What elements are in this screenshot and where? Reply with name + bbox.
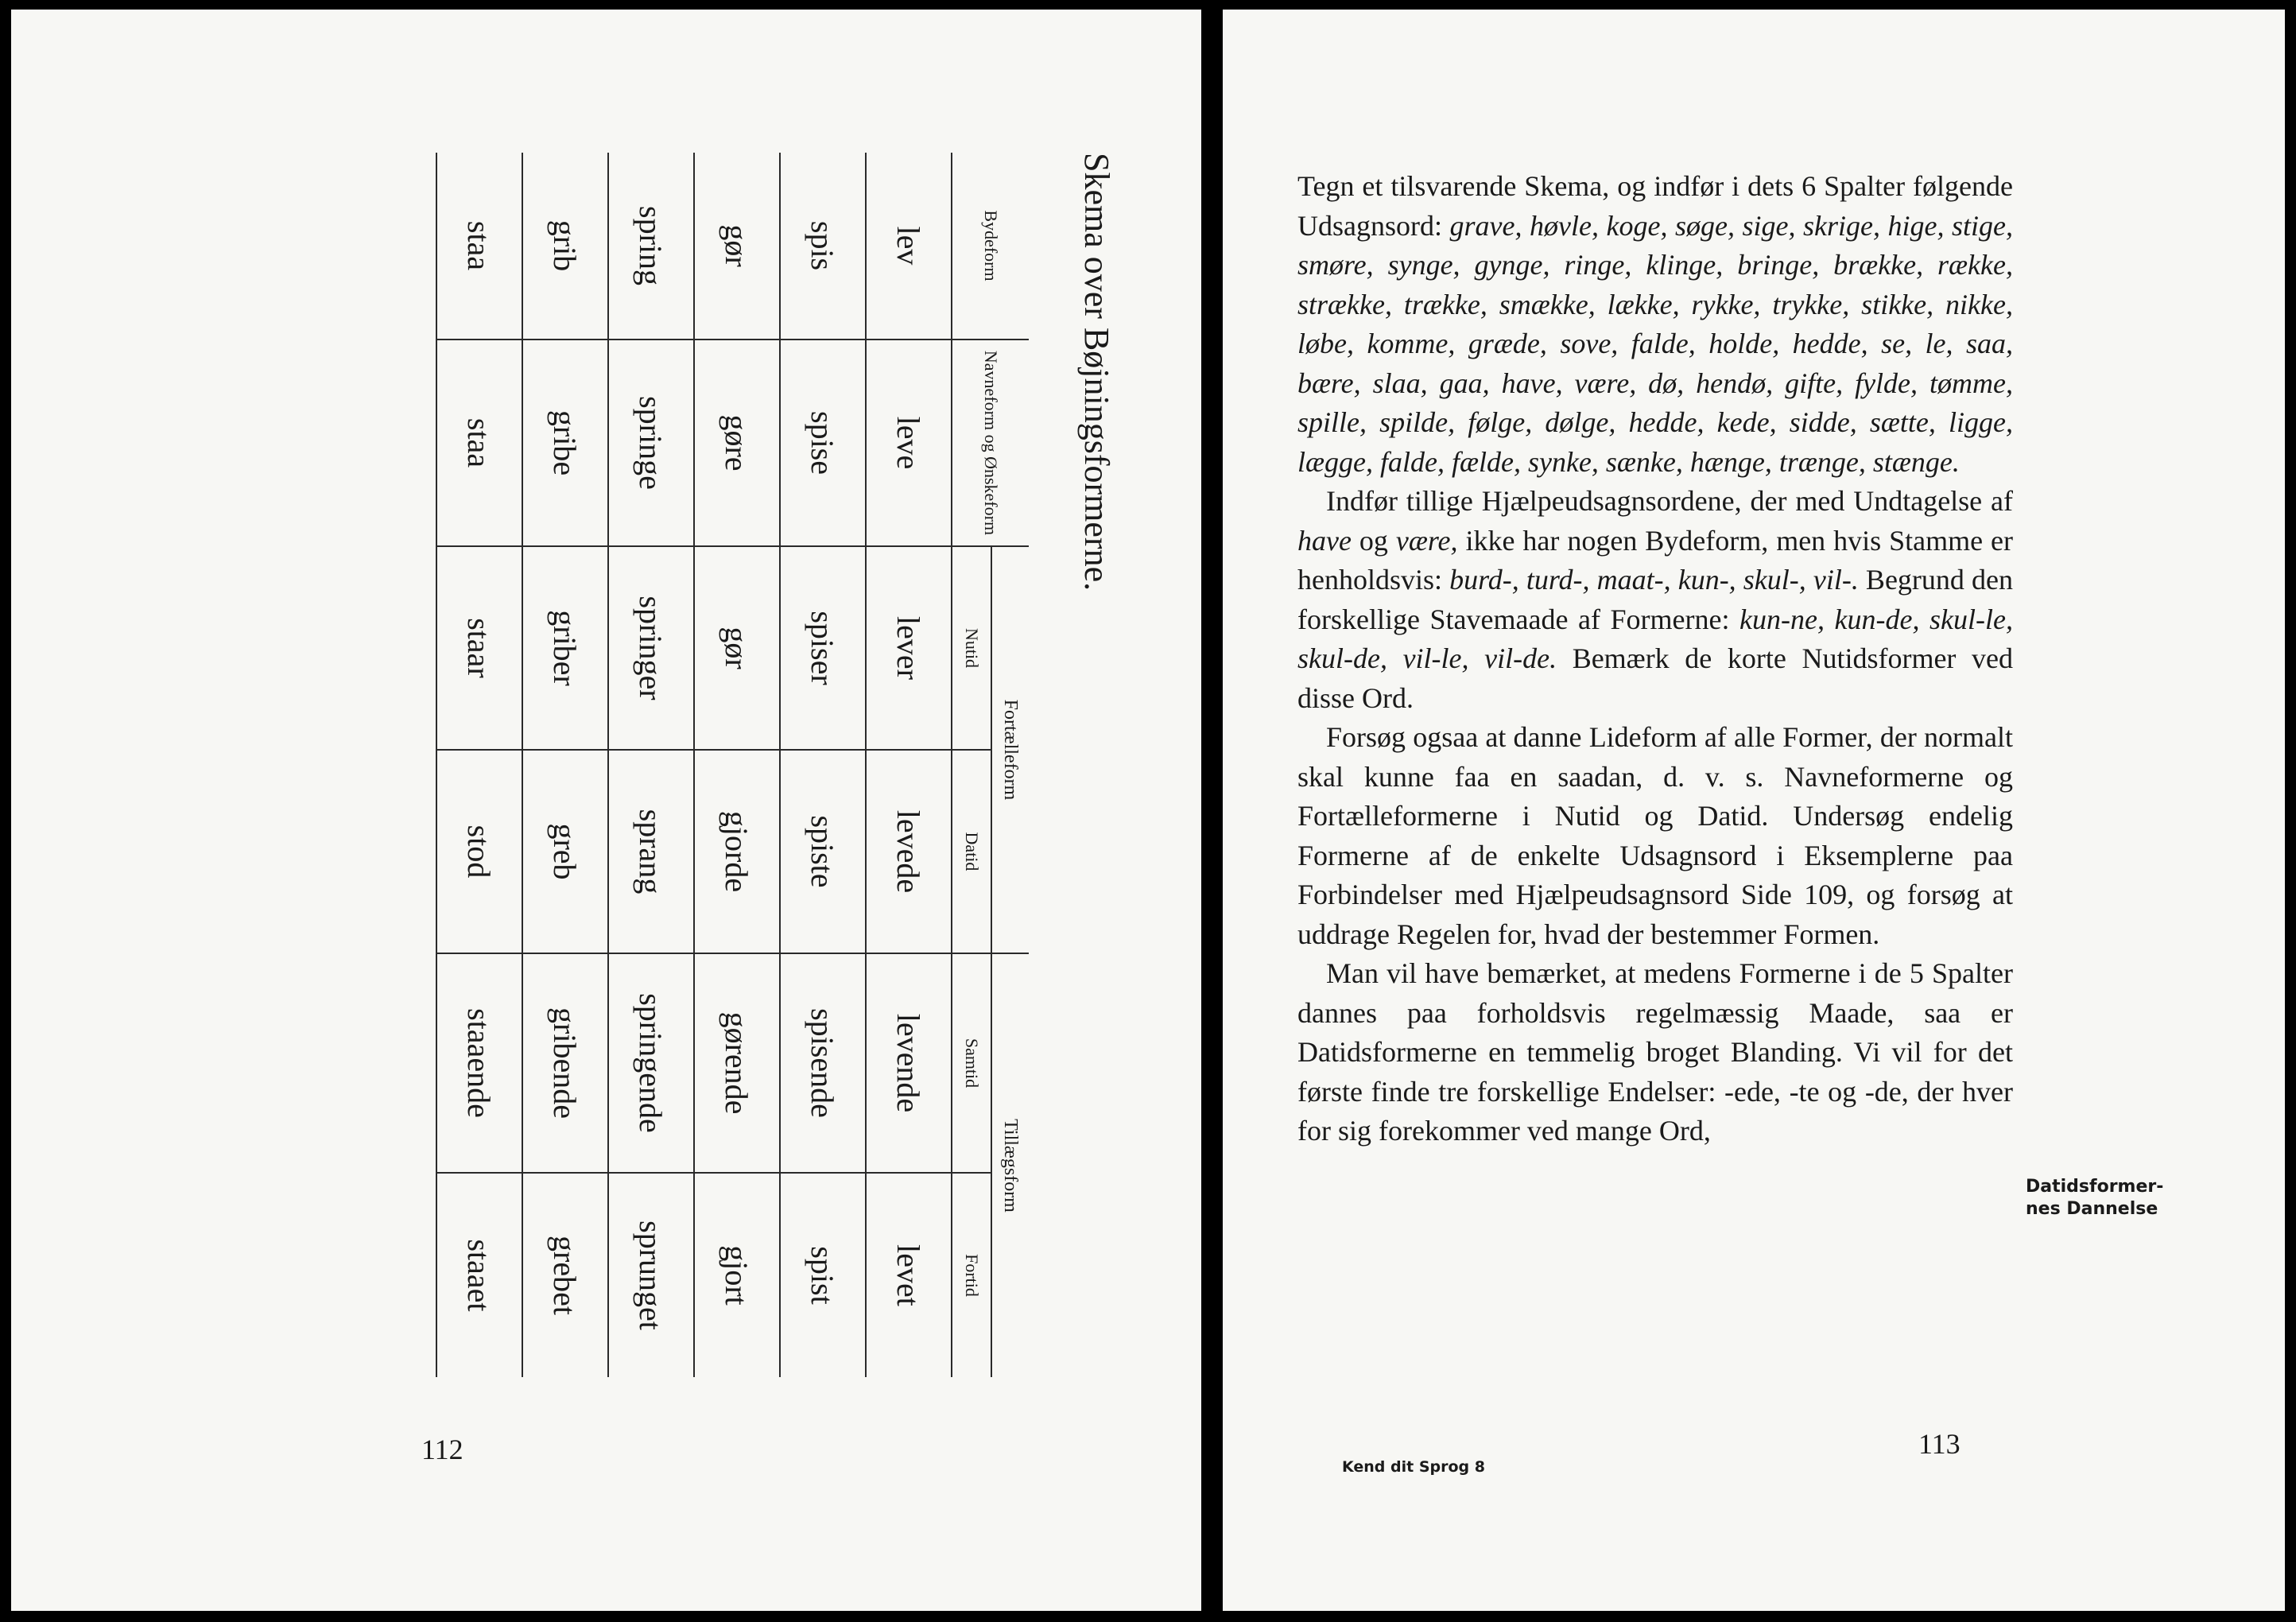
table-cell: spisende bbox=[780, 953, 866, 1173]
table-row bbox=[780, 153, 866, 1377]
table-cell: levede bbox=[866, 750, 952, 953]
table-row bbox=[694, 153, 780, 1377]
table-body bbox=[436, 153, 952, 1377]
table-cell: leve bbox=[866, 340, 952, 546]
paragraph bbox=[1297, 482, 2013, 718]
margin-note bbox=[2026, 1176, 2193, 1220]
inflection-table-block bbox=[29, 153, 1123, 1377]
table-cell: gjort bbox=[694, 1173, 780, 1377]
page-number-right: 113 bbox=[1918, 1428, 1961, 1460]
text-span: Bemærk de korte Nutidsformer ved disse Ord. bbox=[1297, 642, 2013, 714]
table-cell: spis bbox=[780, 153, 866, 340]
table-cell: gjorde bbox=[694, 750, 780, 953]
italic-text: have bbox=[1297, 524, 1352, 557]
margin-note-line: Datidsformer- bbox=[2026, 1177, 2164, 1197]
header-samtid: Samtid bbox=[952, 953, 991, 1173]
header-fortid: Fortid bbox=[952, 1173, 991, 1377]
table-cell: spiser bbox=[780, 546, 866, 750]
table-cell: staa bbox=[436, 153, 522, 340]
header-bydeform: Bydeform bbox=[952, 153, 1029, 340]
body-text bbox=[1297, 167, 2013, 1151]
table-cell: sprunget bbox=[608, 1173, 694, 1377]
table-cell: levet bbox=[866, 1173, 952, 1377]
table-row bbox=[866, 153, 952, 1377]
footer-note: Kend dit Sprog 8 bbox=[1342, 1458, 1485, 1476]
table-cell: spiste bbox=[780, 750, 866, 953]
header-nutid: Nutid bbox=[952, 546, 991, 750]
table-cell: sprang bbox=[608, 750, 694, 953]
table-cell: gøre bbox=[694, 340, 780, 546]
text-span: Indfør tillige Hjælpeudsagnsordene, der med Undtagelse af bbox=[1326, 485, 2013, 517]
table-cell: spise bbox=[780, 340, 866, 546]
table-row bbox=[608, 153, 694, 1377]
table-cell: spring bbox=[608, 153, 694, 340]
table-cell: springer bbox=[608, 546, 694, 750]
table-cell: staaet bbox=[436, 1173, 522, 1377]
table-cell: gribe bbox=[522, 340, 608, 546]
paragraph bbox=[1297, 954, 2013, 1151]
table-cell: springe bbox=[608, 340, 694, 546]
table-cell: spist bbox=[780, 1173, 866, 1377]
paragraph bbox=[1297, 167, 2013, 482]
table-cell: griber bbox=[522, 546, 608, 750]
table-cell: greb bbox=[522, 750, 608, 953]
text-span: ikke har nogen Bydeform, men hvis Stamme er henholdsvis: bbox=[1297, 524, 2013, 596]
italic-text: kun-ne, kun-de, skul-le, skul-de, vil-le, vil-de. bbox=[1297, 603, 2013, 674]
table-cell: grib bbox=[522, 153, 608, 340]
header-datid: Datid bbox=[952, 750, 991, 953]
text-span: Tegn et tilsvarende Skema, og indfør i dets 6 Spalter følgende Udsagnsord: bbox=[1297, 170, 2013, 242]
text-span: Man vil have bemærket, at medens Formerne i de 5 Spalter dannes paa forholdsvis regelmæssig Maade, saa er Datidsformerne en temmelig broget Blanding. Vi vil for det første finde tre forskellige Endelser: -ede, -te og -de, der hver for sig forekommer ved mange Ord, bbox=[1297, 957, 2013, 1147]
table-cell: staar bbox=[436, 546, 522, 750]
table-cell: gørende bbox=[694, 953, 780, 1173]
text-span: Forsøg ogsaa at danne Lideform af alle Former, der normalt skal kunne faa en saadan, d. v. s. Navneformerne og Fortælleformerne i Nutid og Datid. Undersøg endelig Formerne af de enkelte Udsagnsord i Eksemplerne paa Forbindelser med Hjælpeudsagnsord Side 109, og forsøg at uddrage Regelen for, hvad der bestemmer Formen. bbox=[1297, 721, 2013, 950]
margin-note-line: nes Dannelse bbox=[2026, 1199, 2158, 1219]
page-number-left: 112 bbox=[421, 1434, 463, 1465]
table-cell: lev bbox=[866, 153, 952, 340]
table-cell: grebet bbox=[522, 1173, 608, 1377]
header-tillaegsform: Tillægsform bbox=[991, 953, 1029, 1377]
table-row bbox=[436, 153, 522, 1377]
italic-text: grave, høvle, koge, søge, sige, skrige, hige, stige, smøre, synge, gynge, ringe, klinge, bringe, brække, række, strække, trække, smække, lække, rykke, trykke, stikke, nikke, løbe, komme, græde, sove, falde, holde, hedde, se, le, saa, bære, slaa, gaa, have, være, dø, hendø, gifte, fylde, tømme, spille, spilde, følge, dølge, hedde, kede, sidde, sætte, ligge, lægge, falde, fælde, synke, sænke, hænge, trænge, stænge. bbox=[1297, 209, 2013, 478]
paragraph bbox=[1297, 718, 2013, 954]
table-cell: lever bbox=[866, 546, 952, 750]
table-cell: staaende bbox=[436, 953, 522, 1173]
table-cell: levende bbox=[866, 953, 952, 1173]
table-cell: staa bbox=[436, 340, 522, 546]
italic-text: burd-, turd-, maat-, kun-, skul-, vil-. bbox=[1449, 564, 1859, 596]
text-span: og bbox=[1351, 524, 1396, 557]
inflection-table bbox=[436, 153, 1029, 1377]
table-cell: stod bbox=[436, 750, 522, 953]
table-cell: gribende bbox=[522, 953, 608, 1173]
left-page bbox=[11, 10, 1201, 1611]
italic-text: være, bbox=[1395, 524, 1458, 557]
header-navneform: Navneform og Ønskeform bbox=[952, 340, 1029, 546]
text-span: Begrund den forskellige Stavemaade af Formerne: bbox=[1297, 564, 2013, 635]
table-cell: gør bbox=[694, 153, 780, 340]
right-page bbox=[1223, 10, 2285, 1611]
table-row bbox=[522, 153, 608, 1377]
table-cell: springende bbox=[608, 953, 694, 1173]
header-fortaelleform: Fortælleform bbox=[991, 546, 1029, 953]
table-title: Skema over Bøjningsformerne. bbox=[1077, 153, 1116, 592]
table-cell: gør bbox=[694, 546, 780, 750]
